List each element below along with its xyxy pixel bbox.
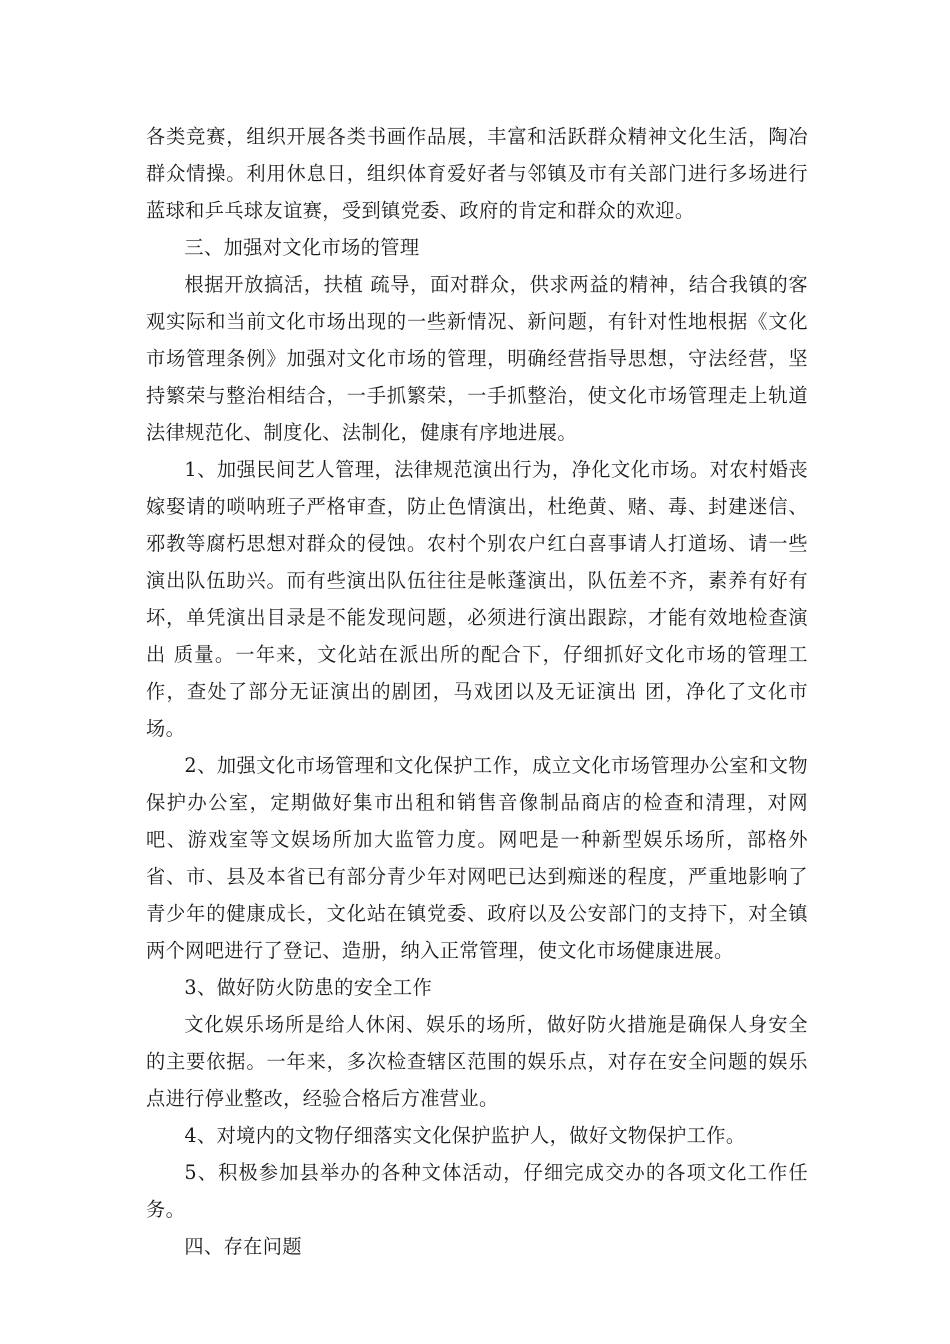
document-body [146,118,808,1265]
paragraph-fire-safety: 文化娱乐场所是给人休闲、娱乐的场所，做好防火措施是确保人身安全的主要依据。一年来，多次检查辖区范围的娱乐点，对存在安全问题的娱乐点进行停业整改，经验合格后方准营业。 [146,1013,808,1110]
paragraph-heritage-protection: 2、加强文化市场管理和文化保护工作，成立文化市场管理办公室和文物保护办公室，定期做好集市出租和销售音像制品商店的检查和清理，对网吧、游戏室等文娱场所加大监管力度。网吧是一种新型娱乐场所，部格外省、市、县及本省已有部分青少年对网吧已达到痴迷的程度，严重地影响了青少年的健康成长，文化站在镇党委、政府以及公安部门的支持下，对全镇两个网吧进行了登记、造册，纳入正常管理，使文化市场健康进展。 [146,754,808,962]
section-heading-culture-market: 三、加强对文化市场的管理 [184,236,420,259]
subheading-fire-safety: 3、做好防火防患的安全工作 [184,976,433,999]
paragraph-relics-guardian: 4、对境内的文物仔细落实文化保护监护人，做好文物保护工作。 [184,1124,746,1147]
paragraph-folk-artists: 1、加强民间艺人管理，法律规范演出行为，净化文化市场。对农村婚丧嫁娶请的唢呐班子严格审查，防止色情演出，杜绝黄、赌、毒、封建迷信、邪教等腐朽思想对群众的侵蚀。农村个别农户红白喜事请人打道场、请一些演出队伍助兴。而有些演出队伍往往是帐蓬演出，队伍差不齐，素养有好有坏，单凭演出目录是不能发现问题，必须进行演出跟踪，才能有效地检查演出 质量。一年来，文化站在派出所的配合下，仔细抓好文化市场的管理工作，查处了部分无证演出的剧团，马戏团以及无证演出 团，净化了文化市场。 [146,458,808,740]
section-heading-problems: 四、存在问题 [184,1235,302,1258]
paragraph-county-activities: 5、积极参加县举办的各种文体活动，仔细完成交办的各项文化工作任务。 [146,1161,808,1221]
paragraph-market-management: 根据开放搞活，扶植 疏导，面对群众，供求两益的精神，结合我镇的客观实际和当前文化市场出现的一些新情况、新问题，有针对性地根据《文化市场管理条例》加强对文化市场的管理，明确经营指导思想，守法经营，坚持繁荣与整治相结合，一手抓繁荣，一手抓整治，使文化市场管理走上轨道法律规范化、制度化、法制化，健康有序地进展。 [146,273,808,444]
paragraph-activities-continued: 各类竞赛，组织开展各类书画作品展，丰富和活跃群众精神文化生活，陶冶群众情操。利用休息日，组织体育爱好者与邻镇及市有关部门进行多场进行蓝球和乒乓球友谊赛，受到镇党委、政府的肯定和群众的欢迎。 [146,125,808,222]
